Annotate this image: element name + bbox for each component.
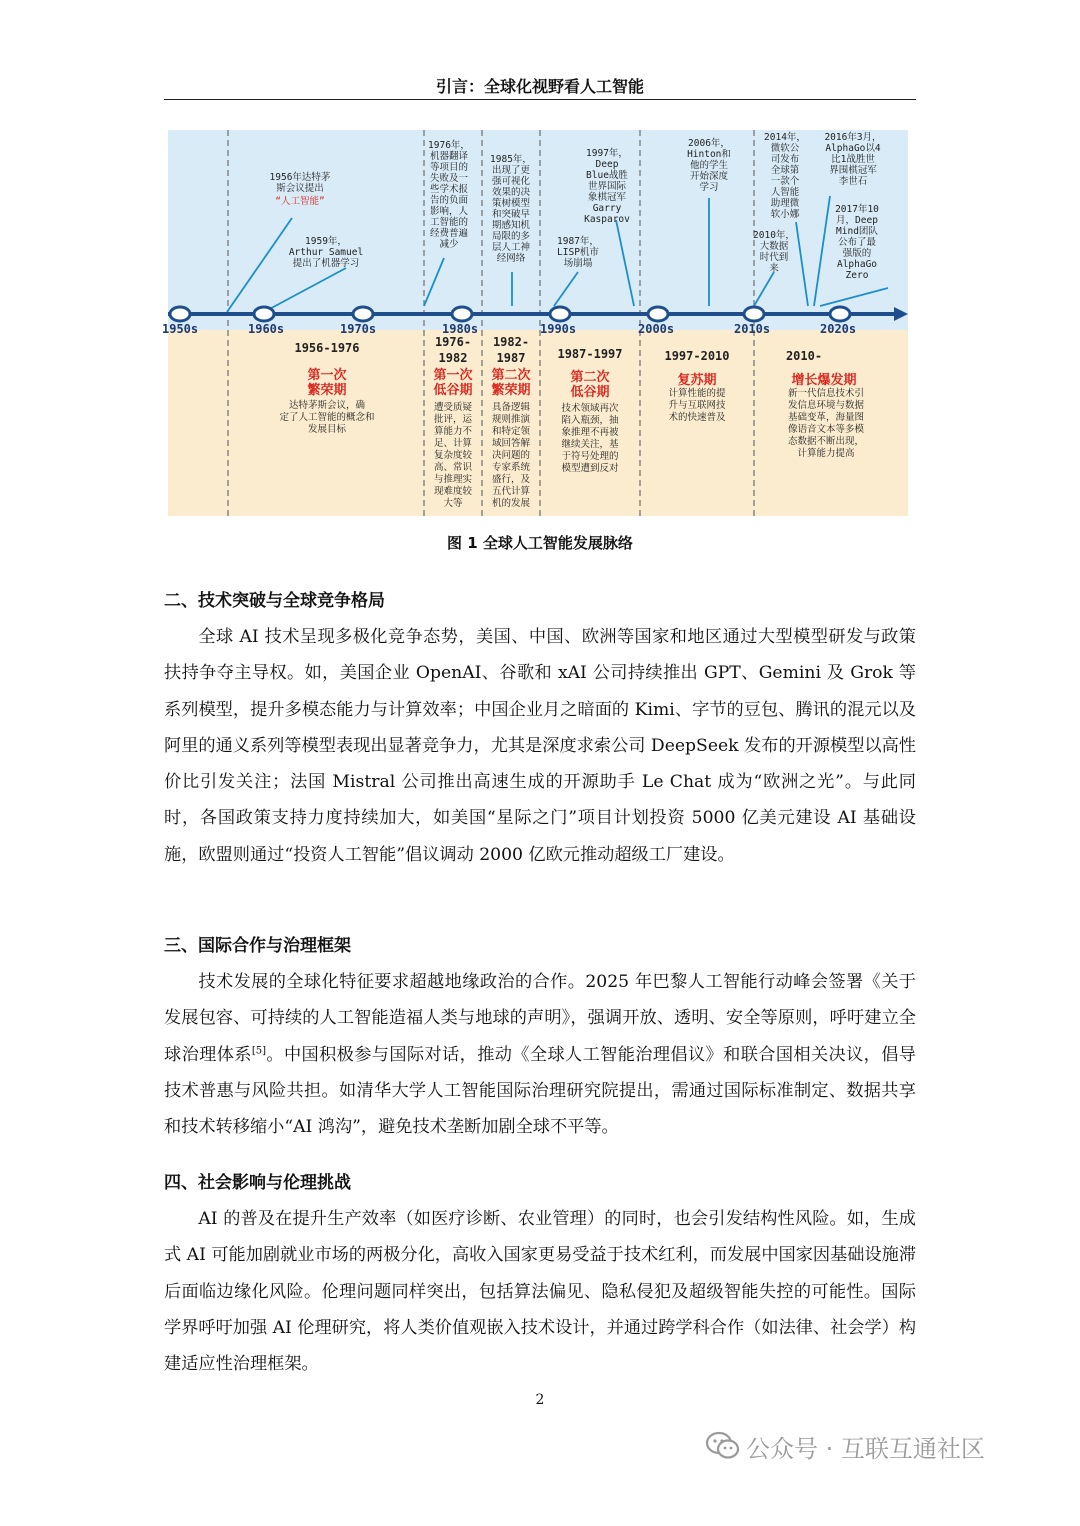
period-name: 第一次 繁荣期: [307, 368, 347, 398]
period-name: 第一次 低谷期: [433, 368, 473, 398]
marker-1980s: [452, 307, 472, 321]
event-1976: 1976年， 机器翻译 等项目的 失败及一 些学术报 告的负面 影响，人 工智能的 经费普遍 减少: [428, 140, 470, 250]
marker-1950s: [170, 307, 190, 321]
connector-1959: [264, 268, 346, 312]
connector-1976: [424, 258, 444, 306]
period-years: 2010-: [785, 349, 823, 363]
marker-2010s: [744, 307, 764, 321]
section-title-competition: 二、技术突破与全球竞争格局: [164, 591, 385, 611]
tick-1950s: 1950s: [162, 322, 199, 336]
watermark-text: 公众号 · 互联互通社区: [746, 1434, 985, 1463]
period-years: 1976- 1982: [434, 335, 472, 365]
tick-2000s: 2000s: [638, 322, 675, 336]
period-name: 第二次 低谷期: [570, 370, 610, 400]
event-1997: 1997年， Deep Blue战胜 世界国际 象棋冠军 Garry Kasparov: [584, 148, 630, 225]
tick-1960s: 1960s: [248, 322, 285, 336]
event-2014: 2014年， 微软公 司发布 全球第 一款个 人智能 助理微 软小娜: [764, 132, 806, 220]
wechat-icon: [706, 1431, 740, 1461]
marker-2020s: [830, 307, 850, 321]
section-title-ethics: 四、社会影响与伦理挑战: [164, 1173, 351, 1193]
marker-1990s: [550, 307, 570, 321]
period-years: 1956-1976: [294, 341, 360, 355]
connector-2017: [820, 288, 888, 306]
section-title-governance: 三、国际合作与治理框架: [164, 936, 351, 956]
event-1959: 1959年， Arthur Samuel 提出了机器学习: [288, 236, 364, 269]
ai-timeline-figure: [162, 130, 908, 516]
event-2010: 2010年， 大数据 时代到 来: [753, 230, 795, 274]
period-description: 具备逻辑 规则推演 和特定领 域回答解 决问题的 专家系统 盛行，及 五代计算 机的发展: [491, 402, 530, 509]
paragraph-governance: [164, 964, 916, 1145]
watermark: [706, 1428, 985, 1464]
period-years: 1997-2010: [664, 349, 730, 363]
event-2016: 2016年3月， AlphaGo以4 比1战胜世 界围棋冠军 李世石: [824, 132, 882, 187]
connector-2010: [754, 272, 774, 306]
tick-1970s: 1970s: [340, 322, 377, 336]
connector-1997: [616, 220, 634, 306]
period-name: 复苏期: [677, 373, 717, 388]
marker-2000s: [648, 307, 668, 321]
period-name: 第二次 繁荣期: [491, 368, 531, 398]
paragraph-governance-part-b: 。中国积极参与国际对话，推动《全球人工智能治理倡议》和联合国相关决议，倡导技术普惠与风险共担。如清华大学人工智能国际治理研究院提出，需通过国际标准制定、数据共享和技术转移缩小“AI 鸿沟”，避免技术垄断加剧全球不平等。: [164, 1044, 916, 1138]
tick-2010s: 2010s: [734, 322, 771, 336]
tick-1980s: 1980s: [442, 322, 479, 336]
period-years: 1982- 1987: [492, 335, 530, 365]
event-1956-term: “人工智能”: [275, 196, 325, 207]
timeline-arrowhead: [894, 307, 908, 321]
event-1985: 1985年， 出现了更 强可视化 效果的决 策树模型 和突破早 期感知机 局限的多 层人工神 经网络: [490, 154, 532, 264]
period-description: 新一代信息技术引 发信息环境与数据 基础变革，海量图 像语音文本等多模 态数据不断出现， 计算能力提高: [787, 388, 864, 459]
header-divider: [164, 99, 916, 100]
paragraph-governance-part-a: 技术发展的全球化特征要求超越地缘政治的合作。2025 年巴黎人工智能行动峰会签署《关于发展包容、可持续的人工智能造福人类与地球的声明》，强调开放、透明、安全等原则，呼吁建立全球治理体系: [164, 972, 916, 1065]
period-description: 遭受质疑 批评，运 算能力不 足、计算 复杂度较 高、常识 与推理实 现难度较 大等: [433, 402, 472, 509]
paragraph-ethics: AI 的普及在提升生产效率（如医疗诊断、农业管理）的同时，也会引发结构性风险。如，生成式 AI 可能加剧就业市场的两极分化，高收入国家更易受益于技术红利，而发展中国家因基础设施滞后面临边缘化风险。伦理问题同样突出，包括算法偏见、隐私侵犯及超级智能失控的可能性。国际学界呼吁加强 AI 伦理研究，将人类价值观嵌入技术设计，并通过跨学科合作（如法律、社会学）构建适应性治理框架。: [164, 1209, 917, 1375]
period-description: 技术领域再次 陷入瓶颈，抽 象推理不再被 继续关注，基 于符号处理的 模型遭到反对: [561, 403, 619, 474]
marker-1970s: [353, 307, 373, 321]
period-description: 计算性能的提 升与互联网技 术的快速普及: [668, 388, 726, 423]
marker-1960s: [254, 307, 274, 321]
tick-2020s: 2020s: [820, 322, 857, 336]
figure-caption: 图 1 全球人工智能发展脉络: [447, 534, 633, 552]
event-1987: 1987年， LISP机市 场崩塌: [557, 236, 599, 269]
event-2017: 2017年10 月，Deep Mind团队 公布了最 强版的 AlphaGo Zero: [835, 204, 879, 281]
event-2006: 2006年， Hinton和 他的学生 开始深度 学习: [687, 138, 731, 193]
tick-1990s: 1990s: [540, 322, 577, 336]
connector-1987: [554, 272, 578, 306]
period-name: 增长爆发期: [791, 373, 857, 388]
citation-ref[interactable]: [5]: [251, 1044, 267, 1056]
period-description: 达特茅斯会议，确 定了人工智能的概念和 发展目标: [279, 400, 375, 435]
event-1956: 1956年达特茅 斯会议提出: [269, 172, 331, 194]
period-years: 1987-1997: [557, 347, 623, 361]
paragraph-competition: 全球 AI 技术呈现多极化竞争态势，美国、中国、欧洲等国家和地区通过大型模型研发与政策扶持争夺主导权。如，美国企业 OpenAI、谷歌和 xAI 公司持续推出 GPT、Gemini 及 Grok 等系列模型，提升多模态能力与计算效率；中国企业月之暗面的 Kimi、字节的豆包、腾讯的混元以及阿里的通义系列等模型表现出显著竞争力，尤其是深度求索公司 DeepSeek 发布的开源模型以高性价比引发关注；法国 Mistral 公司推出高速生成的开源助手 Le Chat 成为“欧洲之光”。与此同时，各国政策支持力度持续加大，如美国“星际之门”项目计划投资 5000 亿美元建设 AI 基础设施，欧盟则通过“投资人工智能”倡议调动 2000 亿欧元推动超级工厂建设。: [164, 627, 916, 865]
page-number: 2: [535, 1392, 545, 1408]
running-header: 引言：全球化视野看人工智能: [435, 77, 644, 96]
